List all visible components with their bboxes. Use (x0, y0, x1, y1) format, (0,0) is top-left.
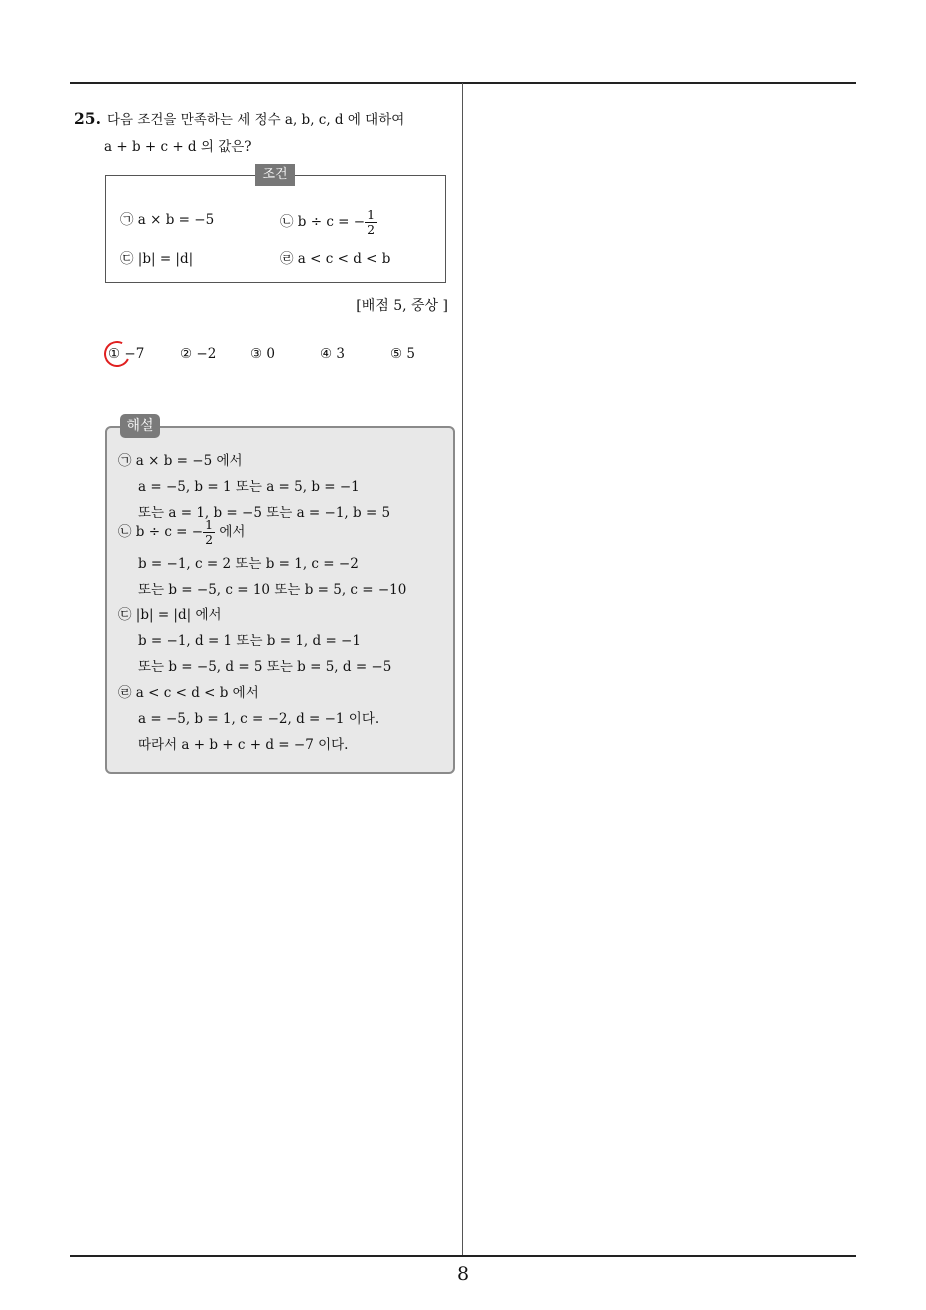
solution-line-4-text: ㉡ b ÷ c = − (118, 524, 204, 540)
solution-title: 해설 (120, 414, 160, 438)
solution-line-8: b = −1, d = 1 또는 b = 1, d = −1 (138, 633, 361, 649)
choice-2[interactable]: ② −2 (180, 346, 217, 362)
solution-line-10: ㉣ a < c < d < b 에서 (118, 685, 259, 701)
choice-1[interactable]: ① −7 (108, 346, 145, 362)
question-line-1 (74, 108, 404, 128)
solution-line-4-suffix: 에서 (215, 524, 246, 540)
condition-b (280, 208, 377, 237)
column-divider (462, 83, 463, 1256)
solution-line-11: a = −5, b = 1, c = −2, d = −1 이다. (138, 711, 380, 727)
solution-line-4 (118, 518, 245, 547)
bottom-rule (70, 1255, 856, 1257)
fraction-denominator: 2 (367, 222, 376, 237)
solution-line-6: 또는 b = −5, c = 10 또는 b = 5, c = −10 (138, 582, 407, 598)
solution-line-3: 또는 a = 1, b = −5 또는 a = −1, b = 5 (138, 505, 391, 521)
page-number: 8 (456, 1263, 470, 1285)
solution-fraction (203, 518, 215, 547)
fraction-numerator: 1 (367, 207, 376, 222)
top-rule (70, 82, 856, 84)
choice-3[interactable]: ③ 0 (250, 346, 275, 362)
question-line-2: a + b + c + d 의 값은? (104, 139, 252, 155)
solution-line-2: a = −5, b = 1 또는 a = 5, b = −1 (138, 479, 360, 495)
condition-b-fraction (365, 208, 377, 237)
solution-line-5: b = −1, c = 2 또는 b = 1, c = −2 (138, 556, 359, 572)
condition-d: ㉣ a < c < d < b (280, 251, 391, 267)
fraction-numerator: 1 (205, 517, 214, 532)
fraction-denominator: 2 (205, 532, 214, 547)
score-note: [배점 5, 중상 ] (356, 298, 448, 314)
condition-b-text: ㉡ b ÷ c = − (280, 214, 366, 230)
question-number: 25. (74, 109, 101, 128)
condition-a: ㉠ a × b = −5 (120, 212, 215, 228)
question-text-1: 다음 조건을 만족하는 세 정수 a, b, c, d 에 대하여 (106, 112, 405, 128)
choice-4[interactable]: ④ 3 (320, 346, 345, 362)
conditions-title: 조건 (255, 164, 295, 186)
condition-c: ㉢ |b| = |d| (120, 251, 194, 267)
solution-line-9: 또는 b = −5, d = 5 또는 b = 5, d = −5 (138, 659, 392, 675)
solution-line-7: ㉢ |b| = |d| 에서 (118, 607, 222, 623)
choice-5[interactable]: ⑤ 5 (390, 346, 415, 362)
solution-line-12: 따라서 a + b + c + d = −7 이다. (138, 737, 349, 753)
solution-line-1: ㉠ a × b = −5 에서 (118, 453, 243, 469)
